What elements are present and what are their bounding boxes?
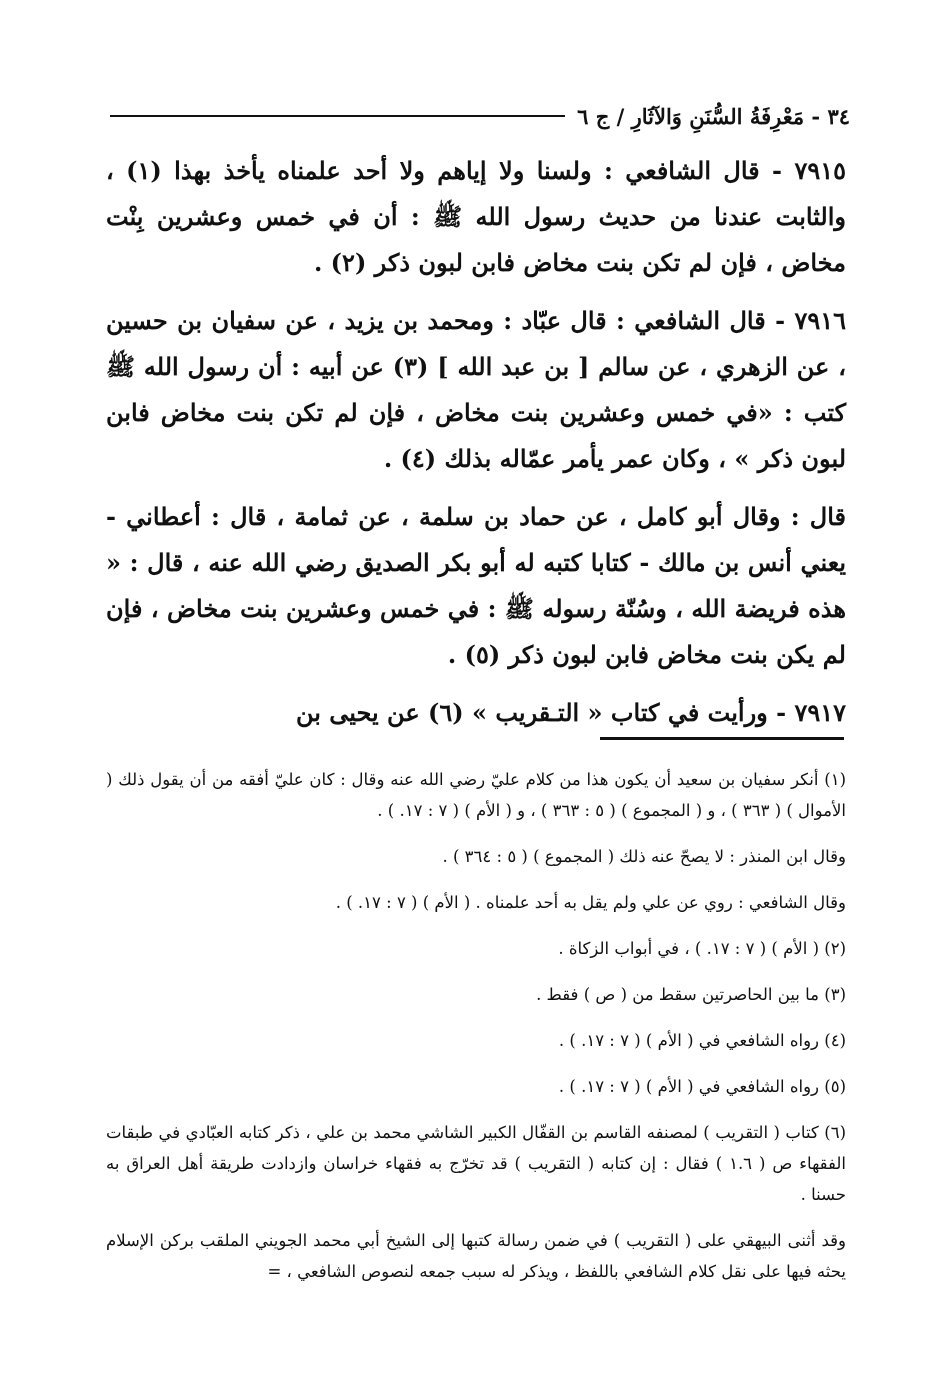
- paragraph-7916: ٧٩١٦ - قال الشافعي : قال عبّاد : ومحمد بن يزيد ، عن سفيان بن حسين ، عن الزهري ، عن سالم [ بن عبد الله ] (٣) عن أبيه : أن رسول الله ﷺ كتب : «في خمس وعشرين بنت مخاض ، فإن لم تكن بنت مخاض فابن لبون ذكر » ، وكان عمر يأمر عمّاله بذلك (٤) .: [106, 306, 846, 473]
- footnote-divider: [600, 737, 844, 740]
- footnote-6-cont: وقد أثنى البيهقي على ( التقريب ) في ضمن رسالة كتبها إلى الشيخ أبي محمد الجويني الملقب بركن الإسلام يحثه فيها على نقل كلام الشافعي باللفظ ، ويذكر له سبب جمعه لنصوص الشافعي ، =: [106, 1231, 846, 1281]
- footnote-5: (٥) رواه الشافعي في ( الأم ) ( ٧ : ١٧. ) .: [558, 1077, 846, 1096]
- paragraph-abu-kamil: قال : وقال أبو كامل ، عن حماد بن سلمة ، عن ثمامة ، قال : أعطاني - يعني أنس بن مالك - كتابا كتبه له أبو بكر الصديق رضي الله عنه ، قال : « هذه فريضة الله ، وسُنّة رسوله ﷺ : في خمس وعشرين بنت مخاض ، فإن لم يكن بنت مخاض فابن لبون ذكر (٥) .: [106, 502, 846, 669]
- running-header: [110, 96, 850, 136]
- paragraph-7917: ٧٩١٧ - ورأيت في كتاب « التـقريب » (٦) عن يحيى بن: [295, 698, 846, 727]
- footnote-6: (٦) كتاب ( التقريب ) لمصنفه القاسم بن القفّال الكبير الشاشي محمد بن علي ، ذكر كتابه العبّادي في طبقات الفقهاء ص ( ١.٦ ) فقال : إن كتابه ( التقريب ) قد تخرّج به فقهاء خراسان وازدادت طريقة أهل العراق به حسنا .: [106, 1123, 846, 1204]
- footnotes: [106, 764, 846, 1302]
- footnote-4: (٤) رواه الشافعي في ( الأم ) ( ٧ : ١٧. ) .: [558, 1031, 846, 1050]
- footnote-2: (٢) ( الأم ) ( ٧ : ١٧. ) ، في أبواب الزكاة .: [558, 939, 846, 958]
- main-text: [106, 148, 846, 736]
- paragraph-7915: ٧٩١٥ - قال الشافعي : ولسنا ولا إياهم ولا أحد علمناه يأخذ بهذا (١) ، والثابت عندنا من حديث رسول الله ﷺ : أن في خمس وعشرين بِنْت مخاض ، فإن لم تكن بنت مخاض فابن لبون ذكر (٢) .: [106, 156, 846, 277]
- footnote-1: (١) أنكر سفيان بن سعيد أن يكون هذا من كلام عليّ رضي الله عنه وقال : كان عليّ أفقه من أن يقول ذلك ( الأموال ) ( ٣٦٣ ) ، و ( المجموع ) ( ٥ : ٣٦٣ ) ، و ( الأم ) ( ٧ : ١٧. ) .: [106, 770, 846, 820]
- footnote-3: (٣) ما بين الحاصرتين سقط من ( ص ) فقط .: [536, 985, 846, 1004]
- running-title: ٣٤ - مَعْرِفَةُ السُّنَنِ وَالآثَارِ / ج ٦: [577, 103, 850, 129]
- header-rule: [110, 115, 565, 117]
- footnote-1-cont-a: وقال ابن المنذر : لا يصحّ عنه ذلك ( المجموع ) ( ٥ : ٣٦٤ ) .: [442, 847, 846, 866]
- footnote-1-cont-b: وقال الشافعي : روي عن علي ولم يقل به أحد علمناه . ( الأم ) ( ٧ : ١٧. ) .: [335, 893, 846, 912]
